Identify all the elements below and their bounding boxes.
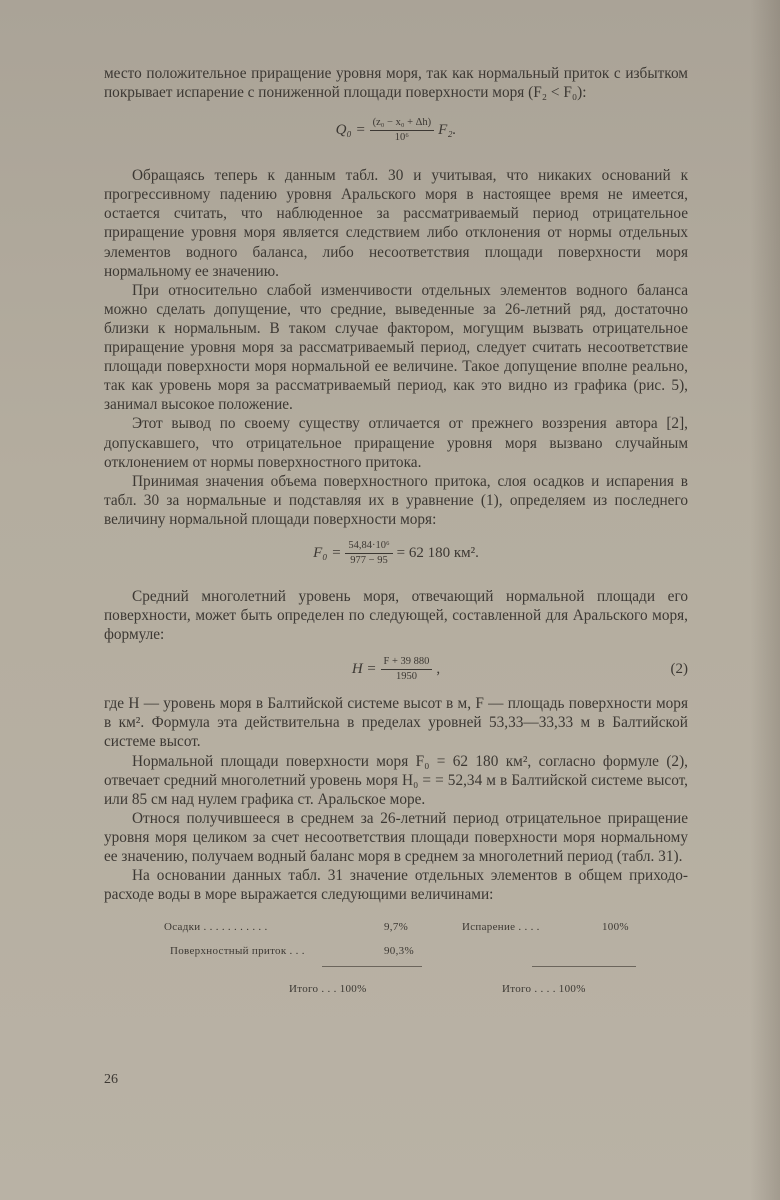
- formula-numerator: F + 39 880: [381, 656, 433, 670]
- paragraph: место положительное приращение уровня моря, так как нормальный приток с избытком покрывает испарение с пониженной площади поверхности моря (F₂ < F₀):: [104, 65, 688, 102]
- outcome-total-rule: [532, 966, 636, 967]
- formula-numerator: 54,84·10⁶: [345, 540, 392, 554]
- formula-f0: [104, 529, 688, 579]
- body-text: [104, 64, 688, 1009]
- formula-fraction: [381, 656, 433, 683]
- income-label-precip: Осадки . . . . . . . . . . .: [164, 921, 268, 934]
- paragraph: На основании данных табл. 31 значение отдельных элементов в общем приходо-расходе воды в море выражается следующими величинами:: [104, 867, 688, 904]
- paragraph: Обращаясь теперь к данным табл. 30 и учитывая, что никаких оснований к прогрессивному падению уровня Аральского моря в настоящее время не имеется, остается считать, что наблюденное за рассматриваемый период отрицательное приращение уровня моря является следствием либо отклонения от нормы отдельных элементов водного баланса, либо несоответствия площади поверхности моря нормальному ее значению.: [104, 167, 688, 280]
- formula-rhs: = 62 180 км².: [396, 545, 479, 562]
- formula-denominator: 1950: [395, 670, 417, 682]
- outcome-value-evap: 100%: [602, 921, 629, 934]
- paragraph: Нормальной площади поверхности моря F₀ = 62 180 км², согласно формуле (2), отвечает средний многолетний уровень моря H₀ = = 52,34 м в Балтийской системе высот, или 85 см над нулем графика ст. Аральское море.: [104, 752, 688, 808]
- equation-number: (2): [670, 660, 688, 677]
- paragraph: Средний многолетний уровень моря, отвечающий нормальной площади его поверхности, может быть определен по следующей, составленной для Аральского моря, формуле:: [104, 587, 688, 644]
- formula-lhs: H =: [351, 660, 377, 677]
- page-number: 26: [104, 1072, 118, 1087]
- paragraph: где H — уровень моря в Балтийской системе высот в м, F — площадь поверхности моря в км². Формула эта действительна в пределах уровней 53,33—33,33 м в Балтийской системе высот.: [104, 695, 688, 751]
- formula-fraction: [370, 117, 435, 144]
- income-value-precip: 9,7%: [384, 921, 409, 934]
- income-total-rule: [322, 966, 422, 967]
- page-edge-shadow: [750, 0, 780, 1200]
- income-total: Итого . . . 100%: [289, 983, 367, 996]
- formula-lhs: Q₀ =: [335, 121, 366, 138]
- formula-rhs: F₂.: [438, 121, 457, 138]
- formula-numerator: (z₀ − x₀ + Δh): [370, 117, 435, 131]
- water-balance-list: [104, 904, 688, 1009]
- income-label-inflow: Поверхностный приток . . .: [170, 945, 305, 958]
- outcome-total: Итого . . . . 100%: [502, 983, 586, 996]
- formula-denominator: 10⁶: [394, 131, 409, 143]
- paragraph: Принимая значения объема поверхностного притока, слоя осадков и испарения в табл. 30 за нормальные и подставляя их в уравнение (1), определяем из последнего величину нормальной площади поверхности моря:: [104, 472, 688, 528]
- formula-fraction: [345, 540, 392, 567]
- formula-lhs: F₀ =: [313, 545, 342, 562]
- formula-rhs: ,: [436, 660, 441, 677]
- paragraph: При относительно слабой изменчивости отдельных элементов водного баланса можно сделать допущение, что средние, выведенные за 26-летний ряд, достаточно близки к нормальным. В таком случае фактором, могущим вызвать отрицательное приращение уровня моря за рассматриваемый период, следует считать несоответствие площади поверхности моря нормальной ее величине. Такое допущение вполне реально, так как уровень моря за рассматриваемый период, как это видно из графика (рис. 5), занимал высокое положение.: [104, 281, 688, 414]
- outcome-label-evap: Испарение . . . .: [462, 921, 540, 934]
- paragraph: Относя получившееся в среднем за 26-летний период отрицательное приращение уровня моря целиком за счет несоответствия площади поверхности моря нормальному ее значению, получаем водный баланс моря в среднем за многолетний период (табл. 31).: [104, 809, 688, 865]
- formula-q0: [104, 102, 688, 158]
- income-value-inflow: 90,3%: [384, 945, 414, 958]
- formula-denominator: 977 − 95: [350, 555, 388, 567]
- paragraph: Этот вывод по своему существу отличается от прежнего воззрения автора [2], допускавшего, что отрицательное приращение уровня моря вызвано случайным отклонением от нормы поверхностного притока.: [104, 415, 688, 471]
- formula-h: [104, 644, 688, 694]
